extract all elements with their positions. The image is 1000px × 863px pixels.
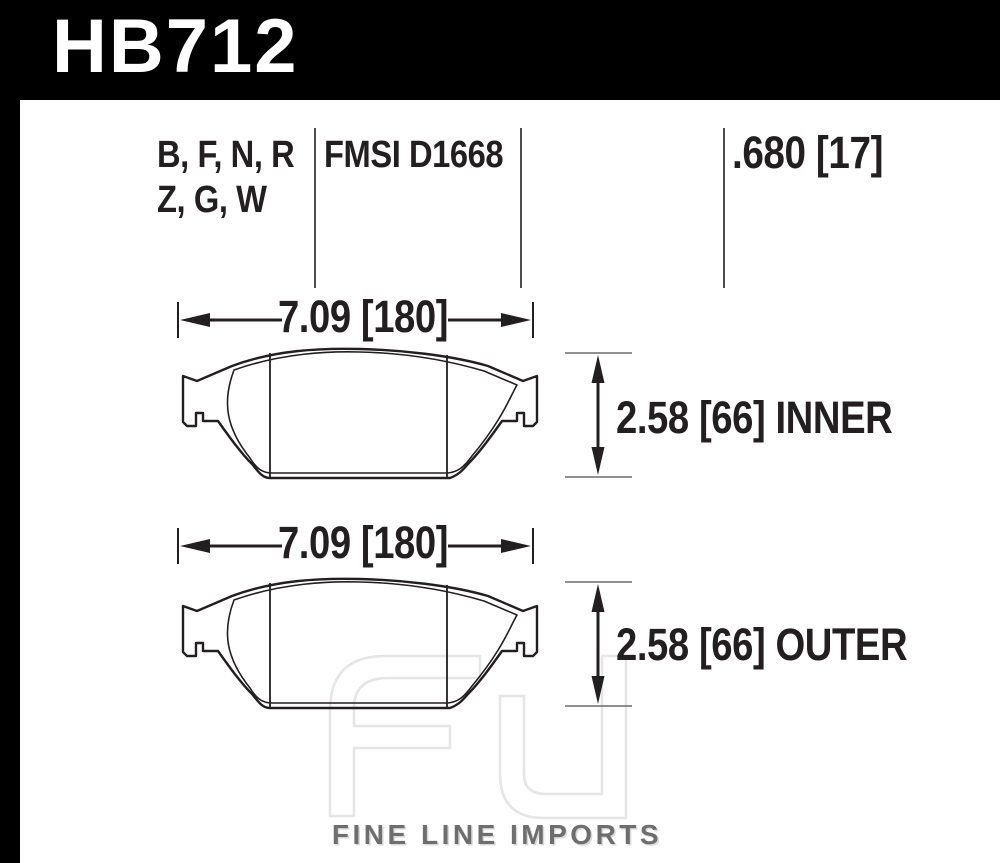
height-dimension-inner-label: 2.58 [66] INNER bbox=[616, 392, 893, 443]
part-number-title: HB712 bbox=[52, 4, 299, 89]
fine-line-imports-logo bbox=[330, 656, 626, 818]
drawing-panel bbox=[20, 100, 1000, 863]
height-dimension-outer-label: 2.58 [66] OUTER bbox=[616, 619, 908, 670]
compound-codes-line2: Z, G, W bbox=[157, 179, 267, 221]
pad-thickness: .680 [17] bbox=[732, 127, 884, 178]
pad-drawings bbox=[20, 100, 1000, 863]
compound-codes-line1: B, F, N, R bbox=[157, 134, 295, 176]
fine-line-imports-watermark-text: FINE LINE IMPORTS bbox=[331, 819, 663, 850]
fmsi-code: FMSI D1668 bbox=[324, 134, 504, 176]
width-dimension-inner-label: 7.09 [180] bbox=[277, 291, 449, 342]
width-dimension-outer-label: 7.09 [180] bbox=[277, 517, 449, 568]
pad-drawing-inner bbox=[183, 349, 537, 478]
